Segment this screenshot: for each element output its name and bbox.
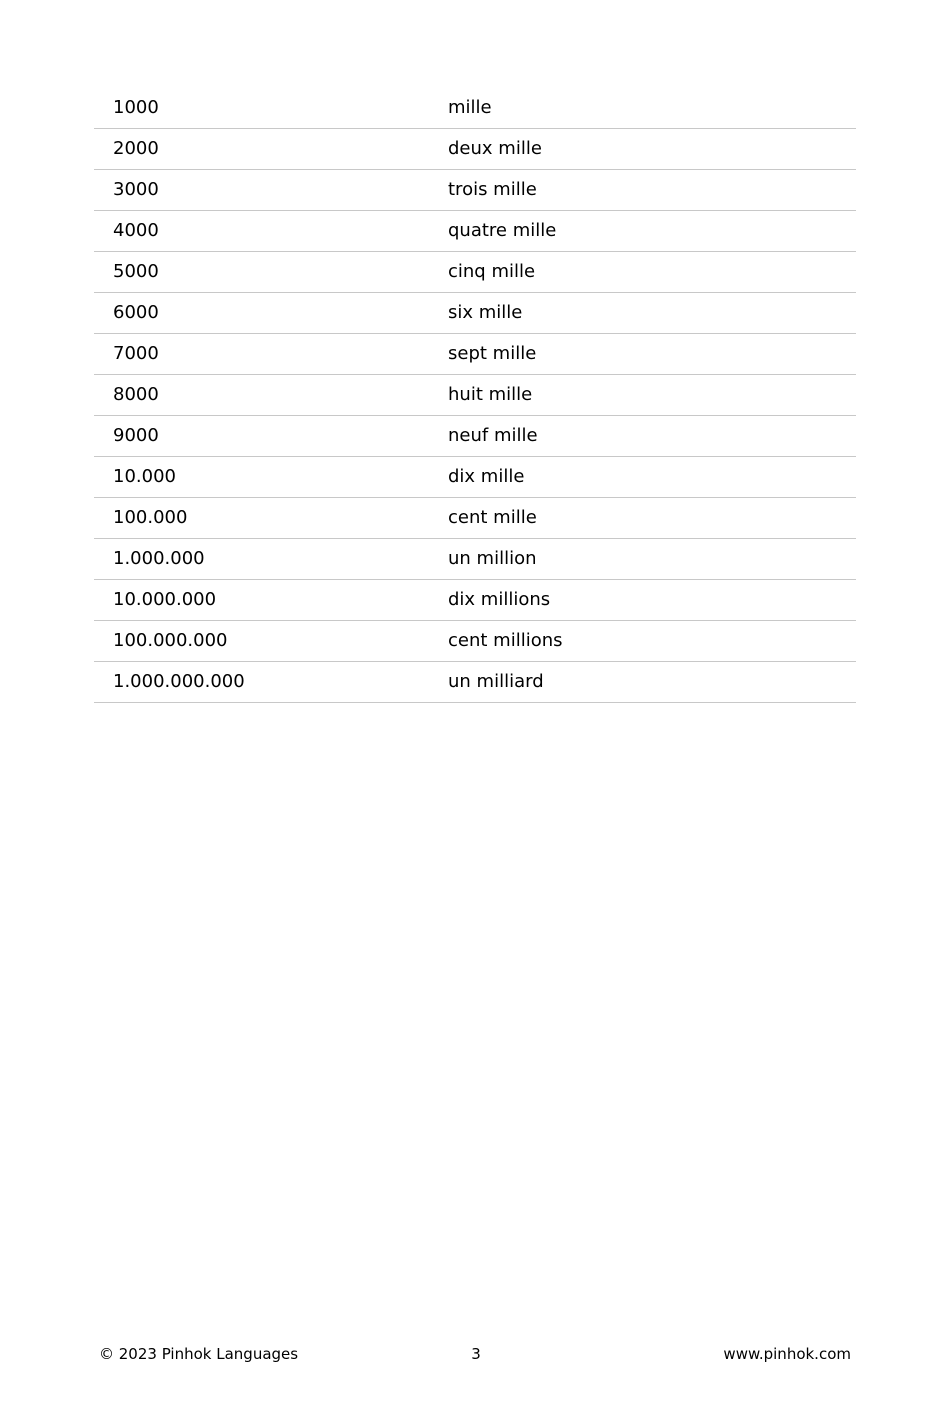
footer-page-number: 3	[471, 1345, 481, 1363]
footer-website: www.pinhok.com	[723, 1345, 851, 1363]
word-cell: trois mille	[448, 170, 856, 211]
table-row	[94, 580, 856, 621]
number-cell: 2000	[94, 129, 448, 170]
vocabulary-table-body	[94, 88, 856, 703]
number-cell: 1000	[94, 88, 448, 129]
word-cell: cinq mille	[448, 252, 856, 293]
table-row	[94, 539, 856, 580]
word-cell: un milliard	[448, 662, 856, 703]
number-cell: 100.000.000	[94, 621, 448, 662]
word-cell: cent mille	[448, 498, 856, 539]
word-cell: six mille	[448, 293, 856, 334]
page-footer	[99, 1344, 851, 1364]
number-cell: 7000	[94, 334, 448, 375]
word-cell: deux mille	[448, 129, 856, 170]
number-cell: 1.000.000.000	[94, 662, 448, 703]
table-row	[94, 334, 856, 375]
table-row	[94, 416, 856, 457]
word-cell: sept mille	[448, 334, 856, 375]
table-row	[94, 252, 856, 293]
table-row	[94, 621, 856, 662]
table-row	[94, 88, 856, 129]
number-cell: 5000	[94, 252, 448, 293]
number-cell: 9000	[94, 416, 448, 457]
table-row	[94, 293, 856, 334]
word-cell: dix mille	[448, 457, 856, 498]
number-cell: 10.000.000	[94, 580, 448, 621]
footer-copyright: © 2023 Pinhok Languages	[99, 1345, 299, 1363]
word-cell: neuf mille	[448, 416, 856, 457]
table-row	[94, 457, 856, 498]
word-cell: cent millions	[448, 621, 856, 662]
table-row	[94, 211, 856, 252]
word-cell: mille	[448, 88, 856, 129]
table-row	[94, 662, 856, 703]
number-cell: 100.000	[94, 498, 448, 539]
number-cell: 8000	[94, 375, 448, 416]
word-cell: dix millions	[448, 580, 856, 621]
table-row	[94, 375, 856, 416]
word-cell: quatre mille	[448, 211, 856, 252]
number-cell: 1.000.000	[94, 539, 448, 580]
table-row	[94, 129, 856, 170]
table-row	[94, 170, 856, 211]
word-cell: un million	[448, 539, 856, 580]
number-cell: 6000	[94, 293, 448, 334]
table-row	[94, 498, 856, 539]
number-cell: 3000	[94, 170, 448, 211]
number-cell: 10.000	[94, 457, 448, 498]
vocabulary-table	[94, 88, 856, 703]
number-cell: 4000	[94, 211, 448, 252]
word-cell: huit mille	[448, 375, 856, 416]
